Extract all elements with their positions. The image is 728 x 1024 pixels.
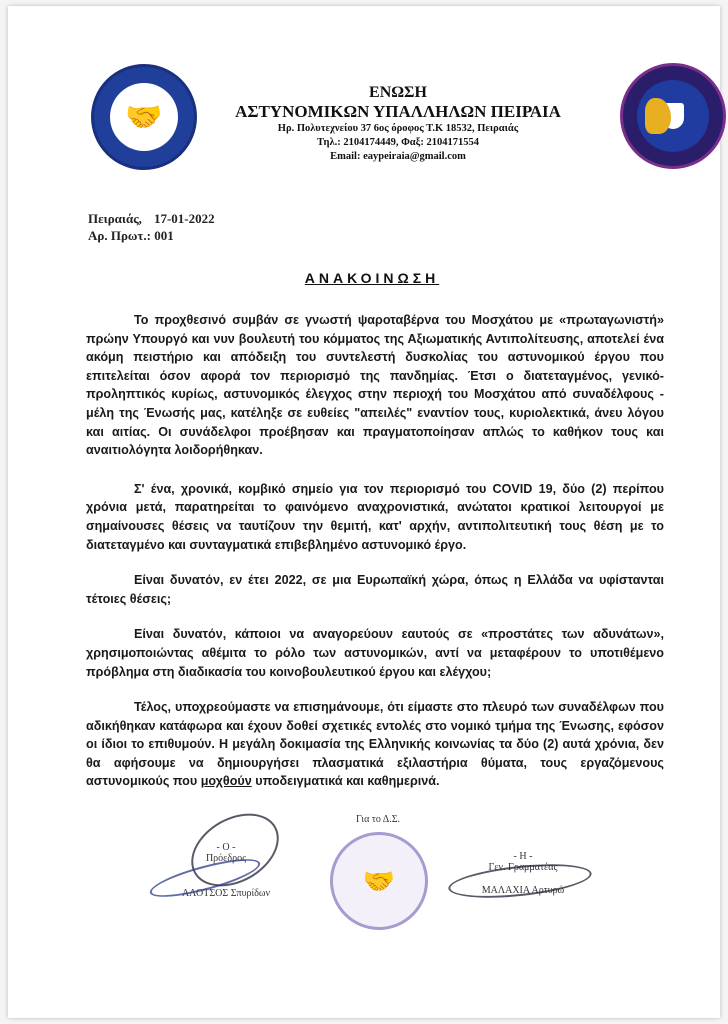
- paragraph: Σ' ένα, χρονικά, κομβικό σημείο για τον περιορισμό του COVID 19, δύο (2) περίπου χρόνια μετά, παρατηρείται το φαινόμενο αναχρονιστικά, ανώτατοι κρατικοί λειτουργοί με σημαίνουσες θέσεις να ταυτίζουν την θεμιτή, κατ' αρχήν, αντιπολιτευτική τους θέση με το διατεταγμένο και συνταγματικά επιβεβλημένο αστυνομικό έργο.: [86, 481, 664, 552]
- handshake-icon: 🤝: [110, 83, 178, 151]
- signature-name: ΑΛΟΤΣΟΣ Σπυρίδων: [181, 888, 271, 899]
- letterhead: [188, 84, 608, 164]
- paragraph: Είναι δυνατόν, εν έτει 2022, σε μια Ευρωπαϊκή χώρα, όπως η Ελλάδα να υφίστανται τέτοιες θέσεις;: [86, 573, 664, 606]
- paragraph-text: Τέλος, υποχρεούμαστε να επισημάνουμε, ότι είμαστε στο πλευρό των συναδέλφων που αδικήθηκαν κατάφωρα και έχουν δοθεί σχετικές εντολές στο νομικό τμήμα της Ένωσης, εφόσον οι ίδιοι το επιθυμούν. Η μεγάλη δοκιμασία της Ελληνικής κοινωνίας τα δύο (2) αυτά χρόνια, δεν θα αφήσουμε να δημιουργήσει πλασματικά εξιλαστήρια θύματα, τους εργαζόμενους αστυνομικούς που: [86, 700, 664, 789]
- union-logo-left: [91, 64, 197, 170]
- org-name-line2: ΑΣΤΥΝΟΜΙΚΩΝ ΥΠΑΛΛΗΛΩΝ ΠΕΙΡΑΙΑ: [235, 102, 561, 121]
- signature-article: - Ο -: [216, 842, 236, 853]
- org-name-line1: ΕΝΩΣΗ: [369, 84, 427, 101]
- union-logo-right: [620, 63, 726, 169]
- signature-role: Πρόεδρος: [205, 853, 247, 864]
- paragraph-final: [86, 698, 664, 791]
- union-stamp: [330, 832, 428, 930]
- document-page: [8, 6, 720, 1018]
- handshake-icon: 🤝: [362, 865, 396, 896]
- document-title: ΑΝΑΚΟΙΝΩΣΗ: [304, 270, 440, 286]
- signature-name: ΜΑΛΑΧΙΑ Αρτυρώ: [481, 885, 565, 896]
- signature-article: - Η -: [513, 851, 533, 862]
- org-address: Ηρ. Πολυτεχνείου 37 6ος όροφος Τ.Κ 18532, Πειραιάς: [277, 123, 519, 134]
- protocol-number: 001: [154, 228, 174, 243]
- document-date: 17-01-2022: [153, 211, 215, 226]
- org-phone-fax: Τηλ.: 2104174449, Φαξ: 2104171554: [317, 137, 479, 148]
- document-meta: [88, 210, 215, 244]
- underlined-word: μοχθούν: [200, 774, 252, 789]
- paragraph-text: υποδειγματικά και καθημερινά.: [251, 774, 440, 789]
- paragraph: Είναι δυνατόν, κάποιοι να αναγορεύουν εαυτούς σε «προστάτες των αδυνάτων», χρησιμοποιώντας αθέμιτα το ρόλο των αστυνομικών, αντί να μεταφέρουν το υποτιθέμενο πρόβλημα στη διαδικασία του κοινοβουλευτικού έργου και ελέγχου;: [86, 627, 664, 679]
- paragraph: Το προχθεσινό συμβάν σε γνωστή ψαροταβέρνα του Μοσχάτου με «πρωταγωνιστή» πρώην Υπουργό και νυν βουλευτή του κόμματος της Αξιωματικής Αντιπολίτευσης, αποτελεί ένα ακόμη πειστήριο και απόδειξη του συντελεστή δυσκολίας του αστυνομικού έργου που επιτελείται όσον αφορά τον περιορισμό της πανδημίας. Έτσι ο διατεταγμένος, γενικό-προληπτικός κυρίως, αστυνομικός έλεγχος στην περιοχή του Μοσχάτου από συναδέλφους - μέλη της Ένωσής μας, κατέληξε σε ευθείες "απειλές" εναντίον τους, κυριολεκτικά, άνευ λόγου και αιτίας. Οι συνάδελφοι προέβησαν και πραγματοποίησαν απλώς το καθήκον τους και αναιτιολόγητα λοιδορήθηκαν.: [86, 313, 664, 458]
- place-label: Πειραιάς,: [88, 211, 142, 226]
- announcement-body: [86, 311, 664, 808]
- org-email: Email: eaypeiraia@gmail.com: [330, 151, 466, 162]
- map-icon: [645, 98, 671, 134]
- signature-role: Γεν. Γραμματέας: [488, 862, 558, 873]
- board-label: Για το Δ.Σ.: [355, 814, 401, 825]
- protocol-label: Αρ. Πρωτ.:: [88, 228, 151, 243]
